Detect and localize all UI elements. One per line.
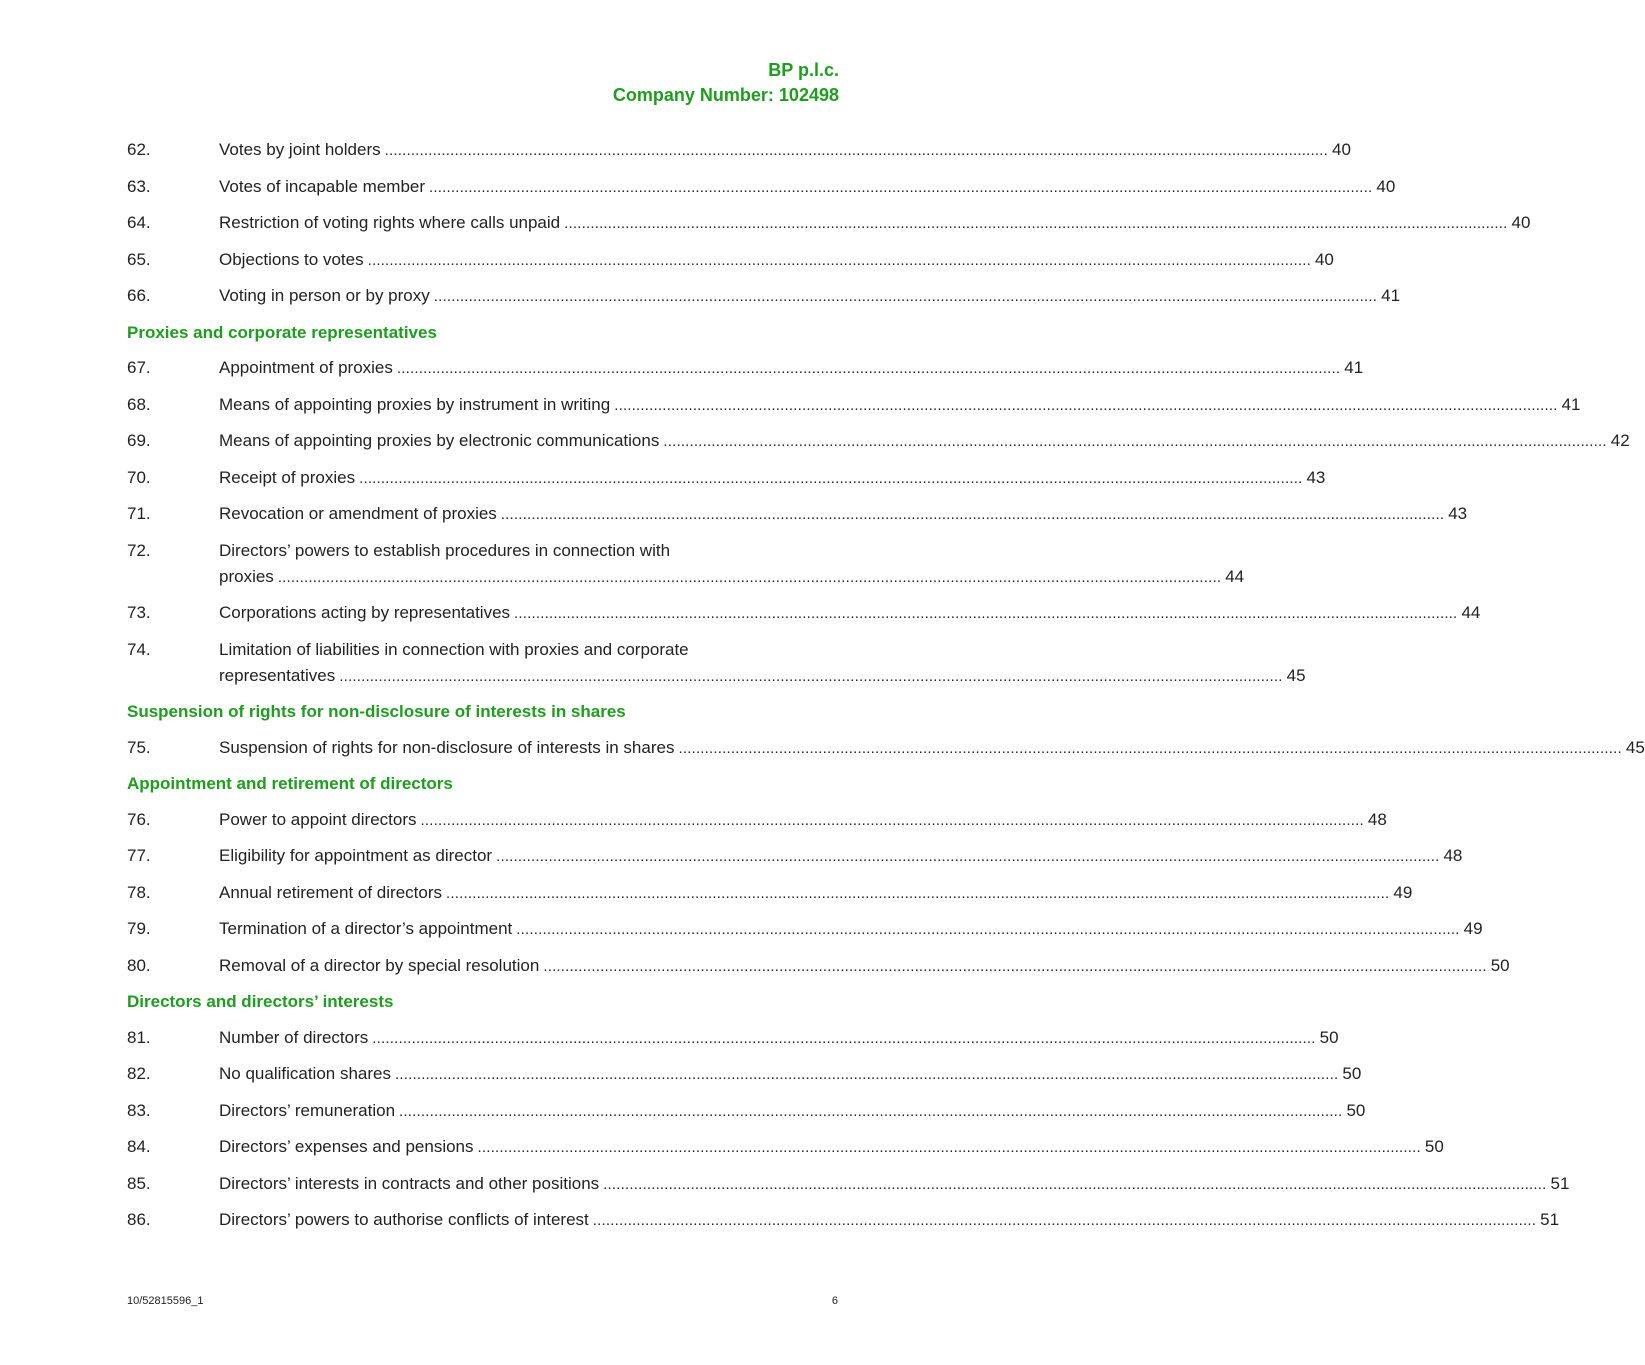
toc-entry-line <box>219 355 1363 382</box>
toc-entry-title: Suspension of rights for non-disclosure of interests in shares <box>219 737 675 757</box>
toc-entry-page: 42 <box>1610 431 1630 450</box>
page-number: 6 <box>831 1295 838 1307</box>
toc-entry-body <box>219 1207 1559 1234</box>
toc-entry-title: Means of appointing proxies by instrument in writing <box>219 394 611 414</box>
toc-entry-number: 68. <box>127 394 151 414</box>
toc-entry-body <box>219 1171 1569 1198</box>
toc-entry-title: Voting in person or by proxy <box>219 286 430 305</box>
toc-entry-title-line: Limitation of liabilities in connection with proxies and corporate <box>219 639 689 659</box>
toc-entry-number: 79. <box>127 919 151 938</box>
toc-entry-line <box>219 843 1462 870</box>
toc-entry-body <box>219 637 1306 690</box>
toc-entry-title: Termination of a director’s appointment <box>219 919 513 938</box>
dot-leader <box>339 664 1282 690</box>
toc-entry-title: No qualification shares <box>219 1064 391 1083</box>
toc-entry-body <box>219 735 1645 762</box>
toc-entry[interactable] <box>127 600 1481 627</box>
company-name: BP p.l.c. <box>768 60 839 80</box>
toc-entry-line <box>219 1025 1339 1052</box>
toc-entry-title: Annual retirement of directors <box>219 882 442 902</box>
toc-entry-number: 77. <box>127 846 151 865</box>
dot-leader <box>593 1208 1536 1234</box>
toc-entry-page: 50 <box>1342 1064 1362 1083</box>
toc-entry-line <box>219 1098 1365 1125</box>
company-number: Company Number: 102498 <box>612 85 839 105</box>
document-reference: 10/52815596_1 <box>127 1295 204 1307</box>
toc-entry[interactable] <box>127 283 1401 310</box>
toc-entry[interactable] <box>127 428 1630 455</box>
toc-entry-line <box>219 1207 1559 1234</box>
toc-entry-line <box>219 807 1387 834</box>
dot-leader <box>678 736 1621 762</box>
toc-section-heading: Directors and directors’ interests <box>127 992 394 1011</box>
dot-leader <box>421 808 1364 834</box>
dot-leader <box>663 429 1606 455</box>
toc-entry[interactable] <box>127 880 1413 907</box>
toc-entry-title: Receipt of proxies <box>219 467 356 487</box>
dot-leader <box>397 356 1340 382</box>
toc-entry-line <box>219 210 1530 237</box>
toc-entry[interactable] <box>127 1098 1366 1125</box>
toc-entry-number: 65. <box>127 249 151 269</box>
toc-entry-body <box>219 916 1483 943</box>
toc-entry-title: Directors’ remuneration <box>219 1100 396 1120</box>
toc-entry-number: 67. <box>127 358 151 377</box>
toc-entry-title: Votes by joint holders <box>219 140 381 159</box>
toc-entry-page: 48 <box>1367 809 1387 829</box>
toc-entry[interactable] <box>127 174 1396 201</box>
toc-entry-line <box>219 137 1351 164</box>
toc-entry-page: 41 <box>1561 394 1581 414</box>
dot-leader <box>543 954 1486 980</box>
toc-entry[interactable] <box>127 953 1510 980</box>
toc-entry[interactable] <box>127 210 1531 237</box>
toc-entry-page: 43 <box>1306 467 1326 487</box>
toc-entry-title: Directors’ interests in contracts and other positions <box>219 1173 600 1193</box>
toc-entry-body <box>219 880 1412 907</box>
toc-entry-body <box>219 600 1480 627</box>
dot-leader <box>603 1172 1546 1198</box>
toc-entry-number: 86. <box>127 1210 151 1229</box>
toc-entry-title: Corporations acting by representatives <box>219 603 511 622</box>
toc-entry-line <box>219 564 1244 591</box>
toc-entry-page: 51 <box>1540 1210 1560 1229</box>
dot-leader <box>478 1135 1421 1161</box>
toc-entry-number: 80. <box>127 955 151 975</box>
toc-entry-body <box>219 392 1581 419</box>
toc-entry-line <box>219 880 1412 907</box>
toc-entry-page: 50 <box>1319 1027 1339 1047</box>
toc-entry-page: 44 <box>1461 603 1481 622</box>
toc-entry-body <box>219 355 1363 382</box>
toc-entry-number: 66. <box>127 286 151 305</box>
toc-entry-page: 44 <box>1225 566 1245 586</box>
toc-entry[interactable] <box>127 501 1468 528</box>
toc-entry-line <box>219 428 1630 455</box>
dot-leader <box>614 393 1557 419</box>
toc-entry-body <box>219 843 1462 870</box>
toc-entry-body <box>219 538 1244 591</box>
toc-entry-line <box>219 392 1581 419</box>
toc-entry-number: 62. <box>127 140 151 159</box>
toc-entry-line <box>219 953 1510 980</box>
toc-entry-line <box>219 1061 1361 1088</box>
table-of-contents <box>127 137 1645 1244</box>
toc-entry[interactable] <box>127 637 1306 690</box>
toc-entry-body <box>219 953 1510 980</box>
toc-entry-number: 64. <box>127 213 151 232</box>
toc-entry-body <box>219 501 1467 528</box>
toc-entry-line <box>219 283 1400 310</box>
toc-entry[interactable] <box>127 1061 1362 1088</box>
toc-entry-line <box>219 465 1325 492</box>
toc-entry-line <box>219 735 1645 762</box>
toc-entry-number: 84. <box>127 1137 151 1156</box>
toc-entry-number: 63. <box>127 176 151 196</box>
toc-entry-line <box>219 247 1334 274</box>
toc-entry-body <box>219 137 1351 164</box>
toc-entry-line <box>219 174 1395 201</box>
toc-entry-page: 48 <box>1443 846 1463 865</box>
toc-entry-number: 71. <box>127 504 151 523</box>
toc-entry-body <box>219 247 1334 274</box>
toc-entry-body <box>219 1134 1444 1161</box>
dot-leader <box>372 1026 1315 1052</box>
toc-entry-number: 85. <box>127 1173 151 1193</box>
toc-entry[interactable] <box>127 137 1351 164</box>
toc-entry-number: 74. <box>127 639 151 659</box>
toc-entry[interactable] <box>127 1025 1339 1052</box>
toc-entry-line <box>219 1134 1444 1161</box>
toc-entry[interactable] <box>127 247 1334 274</box>
toc-entry-number: 72. <box>127 540 151 560</box>
toc-entry[interactable] <box>127 392 1581 419</box>
toc-entry-title: Directors’ powers to authorise conflicts of interest <box>219 1210 589 1229</box>
toc-entry-page: 45 <box>1625 737 1645 757</box>
dot-leader <box>446 881 1389 907</box>
toc-entry-title: Appointment of proxies <box>219 358 393 377</box>
toc-entry-page: 41 <box>1381 286 1401 305</box>
toc-entry-number: 73. <box>127 603 151 622</box>
document-header <box>613 58 839 108</box>
dot-leader <box>278 565 1221 591</box>
toc-entry-number: 76. <box>127 809 151 829</box>
toc-entry-line <box>219 916 1483 943</box>
toc-entry-title: Votes of incapable member <box>219 176 426 196</box>
toc-entry-page: 50 <box>1490 955 1510 975</box>
dot-leader <box>501 502 1444 528</box>
toc-entry-title-line: Directors’ powers to establish procedures in connection with <box>219 540 671 560</box>
toc-section-heading: Suspension of rights for non-disclosure of interests in shares <box>127 702 626 721</box>
toc-entry[interactable] <box>127 843 1463 870</box>
toc-entry-page: 51 <box>1550 1173 1570 1193</box>
toc-entry-page: 49 <box>1463 919 1483 938</box>
toc-entry-title: Revocation or amendment of proxies <box>219 504 497 523</box>
dot-leader <box>429 175 1372 201</box>
toc-entry[interactable] <box>127 538 1245 591</box>
dot-leader <box>359 466 1302 492</box>
toc-entry-body <box>219 807 1387 834</box>
toc-entry[interactable] <box>127 1207 1560 1234</box>
dot-leader <box>385 138 1328 164</box>
toc-entry-title: Means of appointing proxies by electronic communications <box>219 431 660 450</box>
toc-entry-page: 50 <box>1424 1137 1444 1156</box>
dot-leader <box>368 248 1311 274</box>
toc-section-heading: Proxies and corporate representatives <box>127 322 437 342</box>
toc-entry[interactable] <box>127 1134 1444 1161</box>
dot-leader <box>564 211 1507 237</box>
toc-entry-page: 50 <box>1346 1100 1366 1120</box>
toc-entry-number: 78. <box>127 882 151 902</box>
dot-leader <box>434 284 1377 310</box>
toc-entry-body <box>219 283 1400 310</box>
toc-entry[interactable] <box>127 735 1645 762</box>
toc-entry[interactable] <box>127 916 1483 943</box>
dot-leader <box>399 1099 1342 1125</box>
toc-entry-number: 81. <box>127 1027 151 1047</box>
toc-entry[interactable] <box>127 807 1387 834</box>
toc-entry-body <box>219 1061 1361 1088</box>
toc-entry-page: 40 <box>1332 140 1351 159</box>
toc-entry-page: 49 <box>1393 882 1413 902</box>
toc-entry-line <box>219 1171 1569 1198</box>
toc-entry-title: Power to appoint directors <box>219 809 417 829</box>
toc-entry-body <box>219 1098 1365 1125</box>
toc-entry-title: Number of directors <box>219 1027 369 1047</box>
toc-entry-title: proxies <box>219 566 274 586</box>
toc-entry-page: 40 <box>1511 213 1531 232</box>
toc-entry-title: Eligibility for appointment as director <box>219 846 493 865</box>
toc-entry-body <box>219 1025 1339 1052</box>
toc-entry[interactable] <box>127 465 1326 492</box>
toc-entry-title: representatives <box>219 665 336 685</box>
toc-entry-page: 40 <box>1376 176 1396 196</box>
toc-entry-line <box>219 501 1467 528</box>
toc-section-heading: Appointment and retirement of directors <box>127 774 453 793</box>
toc-entry-number: 70. <box>127 467 151 487</box>
toc-entry-title: Objections to votes <box>219 249 364 269</box>
toc-entry-body <box>219 428 1630 455</box>
toc-entry-body <box>219 210 1530 237</box>
toc-entry[interactable] <box>127 355 1364 382</box>
toc-entry-body <box>219 174 1395 201</box>
toc-entry[interactable] <box>127 1171 1570 1198</box>
toc-entry-page: 41 <box>1344 358 1364 377</box>
toc-entry-title: Directors’ expenses and pensions <box>219 1137 474 1156</box>
toc-entry-title: Removal of a director by special resolution <box>219 955 540 975</box>
toc-entry-page: 43 <box>1448 504 1468 523</box>
toc-entry-number: 75. <box>127 737 151 757</box>
toc-entry-line <box>219 663 1306 690</box>
toc-entry-page: 45 <box>1286 665 1306 685</box>
toc-entry-body <box>219 465 1325 492</box>
toc-entry-page: 40 <box>1314 249 1334 269</box>
dot-leader <box>496 844 1439 870</box>
toc-entry-number: 83. <box>127 1100 151 1120</box>
toc-entry-title: Restriction of voting rights where calls unpaid <box>219 213 561 232</box>
toc-entry-number: 82. <box>127 1064 151 1083</box>
dot-leader <box>516 917 1459 943</box>
dot-leader <box>514 601 1457 627</box>
dot-leader <box>395 1062 1338 1088</box>
toc-entry-line <box>219 600 1480 627</box>
toc-entry-number: 69. <box>127 431 151 450</box>
